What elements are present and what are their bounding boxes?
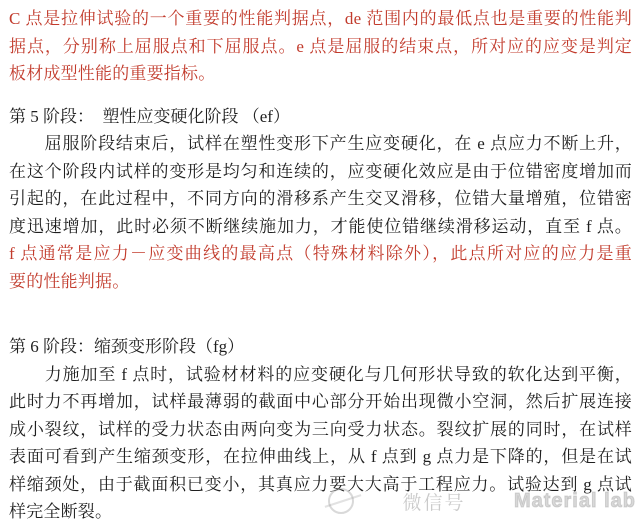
text-line: 表面可看到产生缩颈变形，在拉伸曲线上，从 f 点到 g 点力是下降的，但是在试 bbox=[9, 447, 632, 466]
text-line: 样完全断裂。 bbox=[9, 502, 113, 521]
section-5-paragraph bbox=[9, 130, 632, 295]
text-line: f 点通常是应力－应变曲线的最高点（特殊材料除外），此点所对应的应力是重 bbox=[9, 244, 632, 263]
text-line: 成小裂纹，试样的受力状态由两向变为三向受力状态。裂纹扩展的同时，在试样 bbox=[9, 419, 632, 439]
text-line: 屈服阶段结束后，试样在塑性变形下产生应变硬化，在 e 点应力不断上升， bbox=[9, 134, 632, 153]
text-line: 度迅速增加，此时必须不断继续施加力，才能使位错继续滑移运动，直至 f 点。 bbox=[9, 216, 632, 236]
section-5-heading: 第 5 阶段： 塑性应变硬化阶段 （ef） bbox=[9, 106, 290, 126]
text-line: 据点，分别称上屈服点和下屈服点。e 点是屈服的结束点，所对应的应变是判定 bbox=[9, 36, 632, 56]
text-line: 此时力不再增加，试样最薄弱的截面中心部分开始出现微小空洞，然后扩展连接 bbox=[9, 392, 632, 411]
section-6-heading: 第 6 阶段：缩颈变形阶段（fg） bbox=[9, 337, 245, 356]
text-line: 样缩颈处，由于截面积已变小，其真应力要大大高于工程应力。试验达到 g 点试 bbox=[9, 474, 632, 494]
text-line: C 点是拉伸试验的一个重要的性能判据点，de 范围内的最低点也是重要的性能判 bbox=[9, 9, 632, 28]
text-line: 板材成型性能的重要指标。 bbox=[9, 64, 216, 83]
intro-paragraph bbox=[9, 5, 632, 88]
text-line: 力施加至 f 点时，试验材材料的应变硬化与几何形状导致的软化达到平衡， bbox=[9, 364, 632, 384]
text-line: 在这个阶段内试样的变形是均匀和连续的，应变硬化效应是由于位错密度增加而 bbox=[9, 161, 632, 181]
watermark-wechat-label: 微信号 bbox=[402, 492, 466, 514]
section-6-paragraph bbox=[9, 361, 632, 526]
watermark-brand: Material lab bbox=[513, 489, 636, 512]
text-line: 要的性能判据。 bbox=[9, 271, 130, 291]
text-line: 引起的，在此过程中，不同方向的滑移系产生交叉滑移，位错大量增殖，位错密 bbox=[9, 189, 632, 208]
